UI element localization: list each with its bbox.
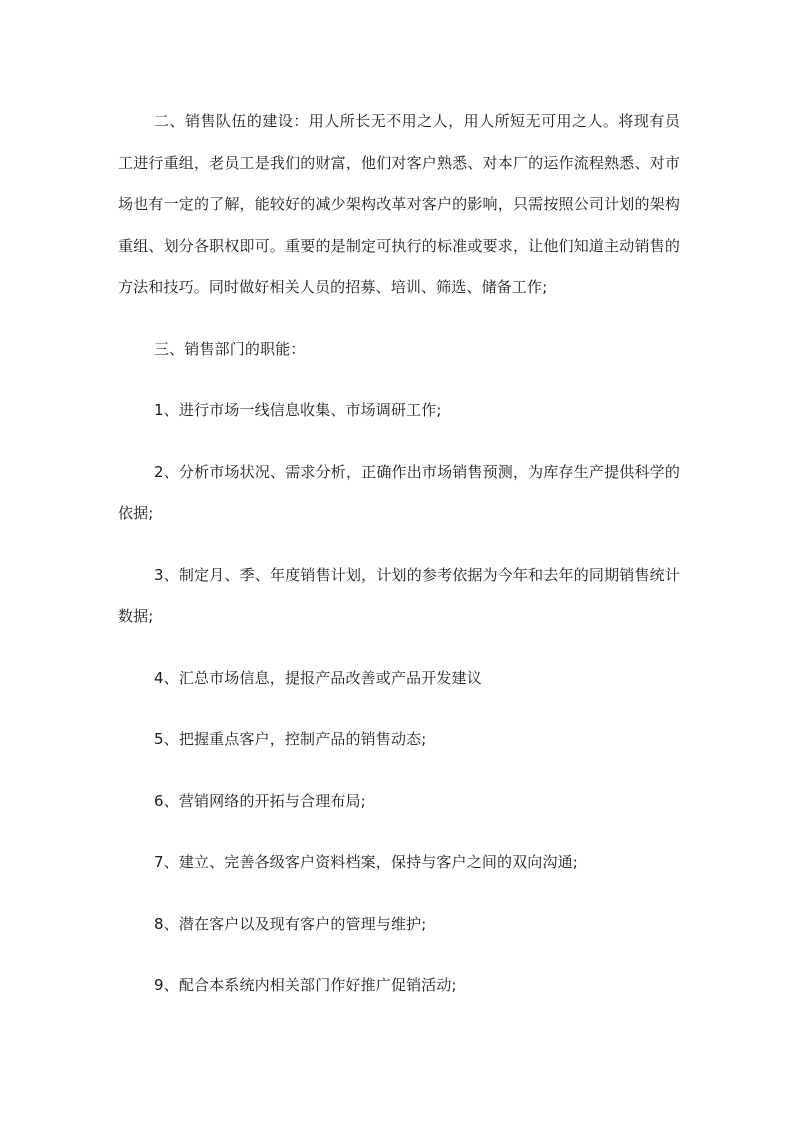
list-item-9: 9、配合本系统内相关部门作好推广促销活动; <box>154 976 457 994</box>
paragraph-sales-team: 二、销售队伍的建设：用人所长无不用之人，用人所短无可用之人。将现有员工进行重组，老员工是我们的财富，他们对客户熟悉、对本厂的运作流程熟悉、对市场也有一定的了解，能较好的减少架构改革对客户的影响，只需按照公司计划的架构重组、划分各职权即可。重要的是制定可执行的标准或要求，让他们知道主动销售的方法和技巧。同时做好相关人员的招募、培训、筛选、储备工作; <box>118 112 680 296</box>
list-item-2: 2、分析市场状况、需求分析，正确作出市场销售预测，为库存生产提供科学的依据; <box>118 462 680 522</box>
document-body <box>118 101 680 1007</box>
list-item-8: 8、潜在客户以及现有客户的管理与维护; <box>154 914 427 933</box>
list-item-3: 3、制定月、季、年度销售计划，计划的参考依据为今年和去年的同期销售统计数据; <box>118 565 680 625</box>
list-item-4: 4、汇总市场信息，提报产品改善或产品开发建议 <box>154 668 482 687</box>
list-item-5: 5、把握重点客户，控制产品的销售动态; <box>154 730 427 748</box>
list-item-1: 1、进行市场一线信息收集、市场调研工作; <box>154 401 442 419</box>
paragraph-dept-functions-heading: 三、销售部门的职能： <box>154 339 306 358</box>
list-item-6: 6、营销网络的开拓与合理布局; <box>154 791 366 810</box>
list-item-7: 7、建立、完善各级客户资料档案，保持与客户之间的双向沟通; <box>154 853 578 871</box>
